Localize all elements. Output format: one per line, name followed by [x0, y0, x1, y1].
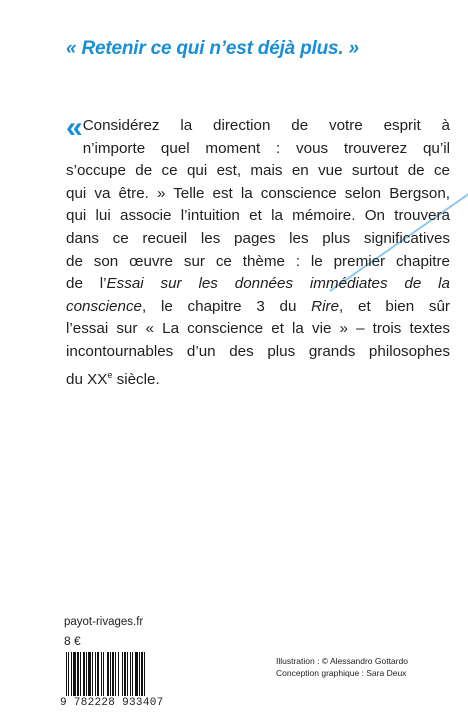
barcode-bar [97, 652, 99, 696]
barcode-bar [107, 652, 109, 696]
barcode-bar [132, 652, 133, 696]
opening-quote-mark: « [66, 111, 80, 144]
barcode-bar [124, 652, 126, 696]
barcode-bar [101, 652, 102, 696]
barcode-bar [122, 652, 123, 696]
body-line: de son œuvre sur ce thème : le premier chapitre [66, 252, 450, 270]
body-line: s’occupe de ce qui est, mais en vue surtout de ce [66, 162, 450, 180]
body-line: n’importe quel moment : vous trouverez qu’il [82, 139, 450, 157]
body-text: , et bien sûr [339, 297, 450, 315]
barcode-bar [66, 652, 67, 696]
barcode-bar [83, 652, 85, 696]
barcode-bar [77, 652, 79, 696]
body-line [66, 273, 450, 296]
barcode-bar [115, 652, 116, 696]
credits [276, 655, 408, 679]
barcode-bar [80, 652, 81, 696]
barcode-bar [135, 652, 138, 696]
body-text: siècle. [112, 370, 160, 388]
barcode-bar [139, 652, 140, 696]
book-title-rire: Rire [311, 297, 340, 315]
credit-illustration: Illustration : © Alessandro Gottardo [276, 656, 408, 666]
barcode-number: 9 782228 933407 [60, 697, 164, 709]
barcode-bar [130, 652, 131, 696]
barcode-bar [95, 652, 96, 696]
barcode-bar [68, 652, 69, 696]
headline-quote: « Retenir ce qui n’est déjà plus. » [66, 38, 359, 59]
barcode-bar [118, 652, 119, 696]
barcode-bar [141, 652, 143, 696]
barcode-bar [127, 652, 128, 696]
credit-design: Conception graphique : Sara Deux [276, 668, 407, 678]
barcode-bar [144, 652, 145, 696]
body-line: qui va être. » Telle est la conscience selon Bergson, [66, 184, 450, 202]
body-line: qui lui associe l’intuition et la mémoire. On trouvera [66, 207, 450, 225]
book-title-essai: Essai sur les données immédiates de la [106, 275, 450, 293]
barcode-bar [92, 652, 93, 696]
publisher-website: payot-rivages.fr [64, 616, 144, 628]
body-line [66, 364, 450, 392]
body-line: dans ce recueil les pages les plus significatives [66, 229, 450, 247]
book-title-conscience: conscience [66, 297, 142, 315]
century-superscript: e [107, 369, 113, 380]
body-text: , le chapitre 3 du [141, 297, 312, 315]
barcode-bar [73, 652, 76, 696]
barcode-image [66, 652, 170, 696]
body-line: incontournables d’un des plus grands philosophes [66, 342, 450, 360]
back-cover-text [66, 111, 450, 391]
body-line: Considérez la direction de votre esprit à [82, 117, 450, 134]
body-text: de l’ [66, 275, 107, 293]
barcode-bar [110, 652, 111, 696]
barcode-bar [103, 652, 104, 696]
barcode-bar [88, 652, 91, 696]
barcode-bar [86, 652, 87, 696]
body-line: l’essai sur « La conscience et la vie » – trois textes [66, 320, 450, 338]
barcode-bar [112, 652, 114, 696]
body-line [66, 296, 450, 319]
body-text: du XX [66, 370, 108, 388]
price-label: 8 € [64, 634, 81, 648]
barcode-bar [71, 652, 72, 696]
